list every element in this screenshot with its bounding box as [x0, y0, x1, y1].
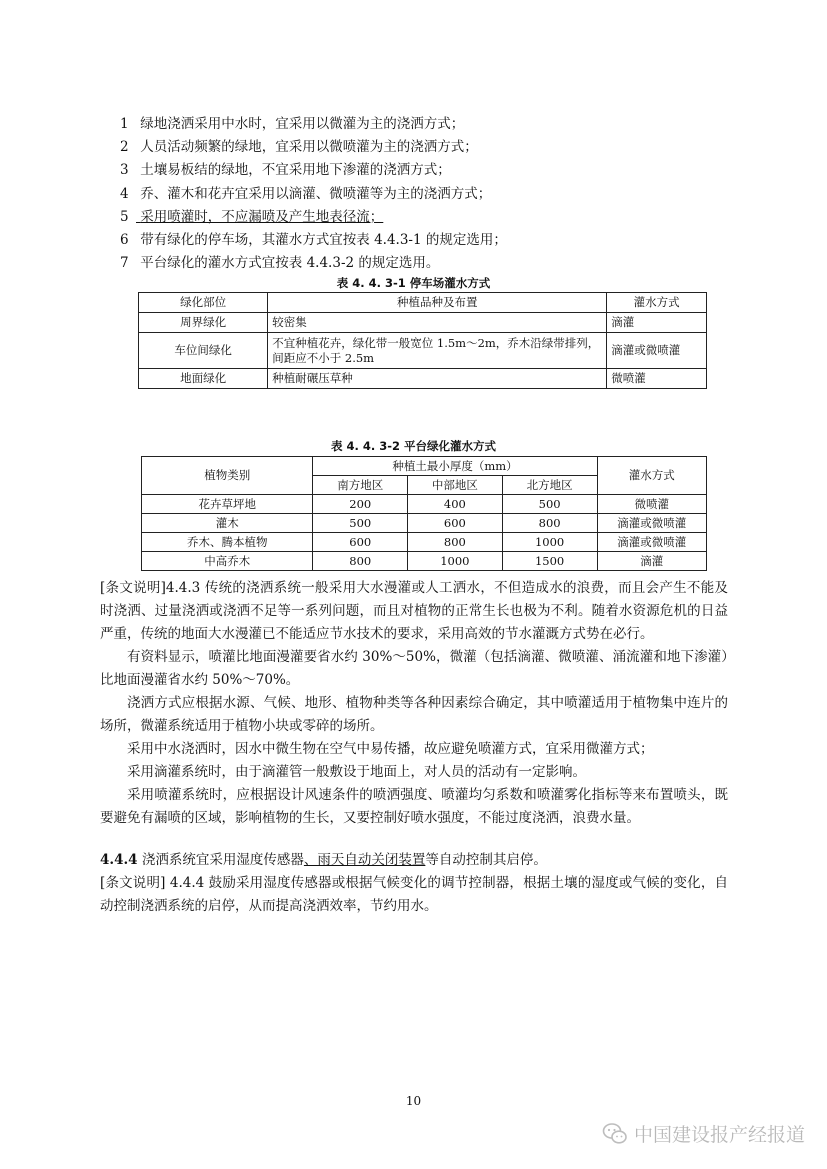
- table-cell: 滴灌或微喷灌: [597, 533, 707, 552]
- list-item: 2 人员活动频繁的绿地，宜采用以微喷灌为主的浇洒方式；: [120, 139, 478, 156]
- table-cell: 种植耐碾压草种: [268, 369, 607, 389]
- table-cell: 滴灌或微喷灌: [607, 333, 707, 369]
- table-cell: 1000: [407, 552, 502, 571]
- list-item: 3 土壤易板结的绿地，不宜采用地下渗灌的浇洒方式；: [120, 162, 451, 179]
- table-cell: 灌木: [142, 514, 313, 533]
- table-cell: 微喷灌: [597, 495, 707, 514]
- table-cell: 滴灌或微喷灌: [597, 514, 707, 533]
- header-cell: 南方地区: [313, 476, 407, 495]
- table-cell: 600: [407, 514, 502, 533]
- explanation-paragraph: 采用中水浇洒时，因水中微生物在空气中易传播，故应避免喷灌方式，宜采用微灌方式；: [127, 741, 654, 757]
- table-row: [142, 514, 707, 533]
- table-row: [139, 313, 707, 333]
- table-cell: 800: [313, 552, 407, 571]
- table-cell: 中高乔木: [142, 552, 313, 571]
- table-row: [142, 533, 707, 552]
- table-cell: 1500: [502, 552, 597, 571]
- table-cell: 600: [313, 533, 407, 552]
- table-cell: 花卉草坪地: [142, 495, 313, 514]
- table-cell: 乔木、腾本植物: [142, 533, 313, 552]
- explanation-paragraph: 浇洒方式应根据水源、气候、地形、植物种类等各种因素综合确定，其中喷灌适用于植物集中连片的场所，微灌系统适用于植物小块或零碎的场所。: [100, 695, 728, 735]
- table-cell: 1000: [502, 533, 597, 552]
- table-row: [139, 333, 707, 369]
- header-cell: 种植土最小厚度（mm）: [313, 457, 597, 476]
- list-item-underlined: 5 采用喷灌时，不应漏喷及产生地表径流；: [120, 208, 384, 225]
- table-cell: 车位间绿化: [139, 333, 268, 369]
- table-cell: 400: [407, 495, 502, 514]
- underlined-text: 、雨天自动关闭装置: [303, 852, 426, 868]
- explanation-paragraph: 有资料显示，喷灌比地面漫灌要省水约 30%～50%，微灌（包括滴灌、微喷灌、涌流灌和地下渗灌）比地面漫灌省水约 50%～70%。: [100, 649, 728, 689]
- header-cell: 绿化部位: [139, 293, 268, 313]
- header-cell: 植物类别: [142, 457, 313, 495]
- table2-caption: 表 4. 4. 3-2 平台绿化灌水方式: [330, 439, 497, 453]
- table-cell: 不宜种植花卉，绿化带一般宽位 1.5m～2m，乔木沿绿带排列，间距应不小于 2.5m: [268, 333, 607, 369]
- provision-list: [120, 113, 720, 275]
- section-4-4-4: [100, 849, 728, 872]
- section-text: 浇洒系统宜采用湿度传感器: [137, 852, 304, 868]
- list-item: 6 带有绿化的停车场，其灌水方式宜按表 4.4.3-1 的规定选用；: [120, 232, 507, 249]
- watermark-text: 中国建设报产经报道: [633, 1124, 805, 1146]
- explanation-paragraph: 采用滴灌系统时，由于滴灌管一般敷设于地面上，对人员的活动有一定影响。: [127, 764, 586, 780]
- table-cell: 滴灌: [597, 552, 707, 571]
- table-row: [142, 495, 707, 514]
- table-cell: 滴灌: [607, 313, 707, 333]
- parking-irrigation-table: [138, 292, 707, 389]
- section-text: 等自动控制其启停。: [425, 852, 547, 868]
- header-cell: 中部地区: [407, 476, 502, 495]
- section-number: 4.4.4: [100, 852, 138, 868]
- header-cell: 北方地区: [502, 476, 597, 495]
- watermark: [602, 1120, 805, 1147]
- table-row: [139, 369, 707, 389]
- page-number: 10: [405, 1094, 422, 1108]
- list-item: 4 乔、灌木和花卉宜采用以滴灌、微喷灌等为主的浇洒方式；: [120, 185, 492, 202]
- table-cell: 200: [313, 495, 407, 514]
- table-cell: 800: [502, 514, 597, 533]
- header-cell: 灌水方式: [607, 293, 707, 313]
- table-cell: 500: [502, 495, 597, 514]
- table-cell: 周界绿化: [139, 313, 268, 333]
- explanation-paragraph: [条文说明] 4.4.4 鼓励采用湿度传感器或根据气候变化的调节控制器，根据土壤的湿度或气候的变化，自动控制浇洒系统的启停，从而提高浇洒效率，节约用水。: [100, 875, 728, 915]
- list-item: 7 平台绿化的灌水方式宜按表 4.4.3-2 的规定选用。: [120, 255, 440, 272]
- header-cell: 种植品种及布置: [268, 293, 607, 313]
- table-row: [142, 552, 707, 571]
- table-cell: 微喷灌: [607, 369, 707, 389]
- list-item: 1 绿地浇洒采用中水时，宜采用以微灌为主的浇洒方式；: [120, 116, 465, 132]
- wechat-icon: [602, 1122, 628, 1146]
- header-cell: 灌水方式: [597, 457, 707, 495]
- platform-irrigation-table: [141, 456, 707, 571]
- table-cell: 500: [313, 514, 407, 533]
- explanation-paragraph: 采用喷灌系统时，应根据设计风速条件的喷洒强度、喷灌均匀系数和喷灌雾化指标等来布置喷头，既要避免有漏喷的区域，影响植物的生长，又要控制好喷水强度，不能过度浇洒，浪费水量。: [100, 787, 728, 827]
- table-cell: 800: [407, 533, 502, 552]
- table-header-row: [139, 293, 707, 313]
- table-header-row: [142, 457, 707, 476]
- explanation-paragraph: [条文说明]4.4.3 传统的浇洒系统一般采用大水漫灌或人工洒水，不但造成水的浪费，而且会产生不能及时浇洒、过量浇洒或浇洒不足等一系列问题，而且对植物的正常生长也极为不利。随着水资源危机的日益严重，传统的地面大水漫灌已不能适应节水技术的要求，采用高效的节水灌溉方式势在必行。: [100, 580, 728, 643]
- table1-caption: 表 4. 4. 3-1 停车场灌水方式: [336, 276, 491, 290]
- table-cell: 较密集: [268, 313, 607, 333]
- table-cell: 地面绿化: [139, 369, 268, 389]
